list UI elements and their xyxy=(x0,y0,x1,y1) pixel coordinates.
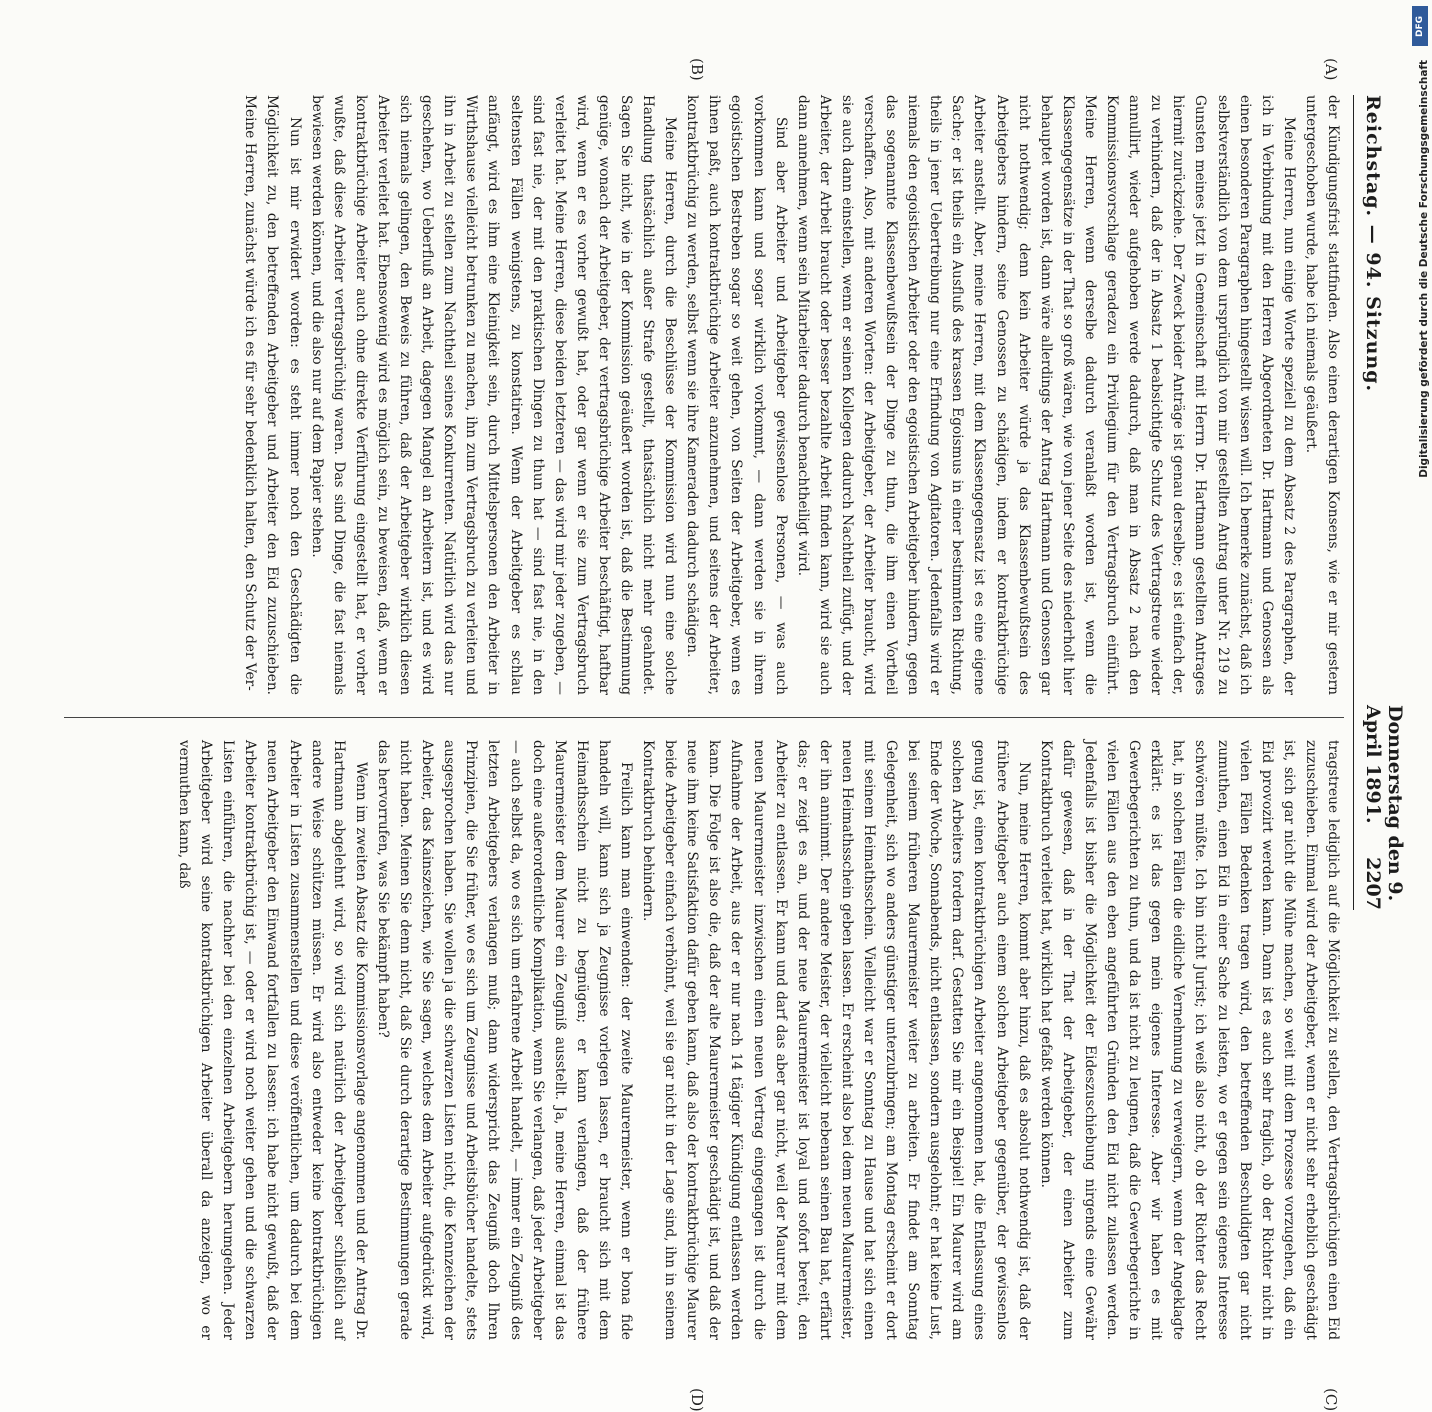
paragraph: Nun ist mir erwidert worden: es steht immer noch den Geschädigten die Möglichkeit zu, den betreffenden Arbeitgeber und Arbeiter den Eid zuzuschieben. Meine Herren, zunächst würde ich es für sehr bedenklich halten, den Schutz der Ver- xyxy=(242,95,303,695)
page-header xyxy=(1353,95,1406,910)
paragraph: Meine Herren, nun einige Worte speziell zu dem Absatz 2 des Paragraphen, der ich in Verbindung mit den Herren Abgeordneten Dr. Hartmann und Genossen als einen besonderen Paragraphen hingestellt wissen will. Ich bemerke zunächst, daß ich selbstverständlich von dem ursprünglich von mir gestellten Antrag unter Nr. 219 zu Gunsten meines jetzt in Gemeinschaft mit Herrn Dr. Hartmann gestellten Antrages hiermit zurückziehe. Der Zweck beider Anträge ist genau derselbe; es ist einfach der, zu verhindern, daß der in Absatz 1 beabsichtigte Schutz des Vertragstreue wieder annullirt, wieder aufgehoben werde dadurch, daß man in Absatz 2 nach den Kommissionsvorschlage geradezu ein Privilegium für den Vertragsbruch einführt. Meine Herren, wenn derselbe dadurch veranlaßt worden ist, wenn die Klassengegensätze in der That so groß wären, wie von jener Seite des niederholt hier behauptet worden ist, dann wäre allerdings der Antrag Hartmann und Genossen gar nicht nothwendig; denn kein Arbeiter würde ja das Klassenbewußtsein des Arbeitgebers hindern, seine Genossen zu schädigen, indem er kontraktbrüchige Arbeiter anstellt. Aber, meine Herren, mit dem Klassengegensatz ist es eine eigene Sache; er ist theils ein Ausfluß des krassen Egoismus in einer bestimmten Richtung, theils in jener Uebertreibung nur eine Erfindung von Agitatoren. Jedenfalls wird er niemals den egoistischen Arbeiter oder den egoistischen Arbeitgeber hindern, gegen das sogenannte Klassenbewußtsein der Dinge zu thun, die ihm einen Vortheil verschaffen. Also, mit anderen Worten: der Arbeitgeber, der Arbeiter braucht, wird sie auch dann einstellen, wenn er seinen Kollegen dadurch Nachtheil zufügt, und der Arbeiter, der Arbeit braucht oder besser bezahlte Arbeit finden kann, wird sie auch dann annehmen, wenn sein Mitarbeiter dadurch benachtheiligt wird. xyxy=(794,95,1297,695)
paragraph: Freilich kann man einwenden: der zweite Maurermeister, wenn er bona fide handeln will, kann sich ja Zeugnisse vorlegen lassen, er braucht sich mit dem Heimathsschein nicht zu begnügen; er kann verlangen, daß der frühere Maurermeister dem Maurer ein Zeugniß ausstellt. Ja, meine Herren, einmal ist das doch eine außerordentliche Komplikation, wenn Sie verlangen, daß jeder Arbeitgeber — auch selbst da, wo es sich um erfahrene Arbeit handelt, — immer ein Zeugniß des letzten Arbeitgebers verlangen muß; dann widerspricht das Zeugniß doch Ihren Prinzipien, die Sie früher, wo es sich um Zeugnisse und Arbeitsbücher handelte, stets ausgesprochen haben. Sie wollen ja die schwarzen Listen nicht, die Kennzeichen der Arbeiter, das Kainszeichen, wie Sie sagen, welches dem Arbeiter aufgedrückt wird, nicht haben. Meinen Sie denn nicht, daß Sie durch derartige Bestimmungen gerade das hervorrufen, was Sie bekämpft haben? xyxy=(374,740,634,1340)
paragraph: tragstreue lediglich auf die Möglichkeit zu stellen, den Vertragsbrüchigen einen Eid zuzuschieben. Einmal wird der Arbeitgeber, wenn er nicht sehr erheblich geschädigt ist, sich gar nicht die Mühe machen, so weit mit dem Prozesse vorzugehen, daß ein Eid provozirt werden kann. Dann ist es auch sehr fraglich, ob der Richter nicht in vielen Fällen Bedenken tragen wird, den betreffenden Beschuldigten gar nicht zumuthen, einen Eid in einer Sache zu leisten, wo er gegen sein eigenes Interesse schwören müßte. Ich bin nicht Jurist; ich weiß also nicht, ob der Richter das Recht hat, in solchen Fällen die eidliche Vernehmung zu verweigern, wenn der Angeklagte erklärt: es ist das gegen mein eigenes Interesse. Aber wir haben es mit Gewerbegerichten zu thun, und da ist nicht zu leugnen, daß die Gewerbegerichte in vielen Fällen aus den eben angeführten Gründen den Eid nicht zulassen werden. Jedenfalls ist bisher die Möglichkeit der Eideszuschiebung nirgends eine Gewähr dafür gewesen, daß in der That der Arbeitgeber, der einen Arbeiter zum Kontraktbruch verleitet hat, wirklich hat gefaßt werden können. xyxy=(1037,740,1341,1340)
right-column xyxy=(173,740,1344,1340)
header-date: Donnerstag den 9. April 1891. xyxy=(1362,705,1406,902)
paragraph: Wenn im zweiten Absatz die Kommissionsvorlage angenommen und der Antrag Dr. Hartmann abgelehnt wird, so wird sich natürlich der Arbeitgeber schließlich auf andere Weise schützen müssen. Er wird also entweder keine kontraktbrüchigen Arbeiter in Listen zusammenstellen und diese veröffentlichen, um dadurch bei dem neuen Arbeitgeber den Einwand fortfallen zu lassen: ich habe nicht gewußt, daß der Arbeiter kontraktbrüchig ist, — oder er wird noch weiter gehen und die schwarzen Listen einführen, die nachher bei den einzelnen Arbeitgebern herumgehen. Jeder Arbeitgeber wird seine kontraktbrüchigen Arbeiter überall da anzeigen, wo er vermuthen kann, daß xyxy=(176,740,369,1340)
paragraph: Nun, meine Herren, kommt aber hinzu, daß es absolut nothwendig ist, daß der frühere Arbeitgeber auch einem solchen Arbeitgeber gegenüber, der gewissenlos genug ist, einen kontraktbrüchigen Arbeiter angenommen hat, die Entlassung eines solchen Arbeiters fordern darf. Gestatten Sie mir ein Beispiel! Ein Maurer wird am Ende der Woche, Sonnabends, nicht entlassen, sondern ausgelohnt; er hat keine Lust, bei seinem früheren Maurermeister weiter zu arbeiten. Er findet am Sonntag Gelegenheit, sich wo anders günstiger unterzubringen; am Montag erscheint er dort mit seinem Heimathsschein. Vielleicht war er Sonntag zu Hause und hat sich einen neuen Heimathsschein geben lassen. Er erscheint also bei dem neuen Maurermeister, der ihn annimmt. Der andere Meister, der vielleicht nebenan seinen Bau hat, erfährt das; er zeigt es an, und der neue Maurermeister ist loyal und sofort bereit, den Arbeiter zu entlassen. Er kann und darf das aber gar nicht, weil der Maurer mit dem neuen Maurermeister inzwischen einen neuen Vertrag eingegangen ist durch die Aufnahme der Arbeit, aus der er nur nach 14 tägiger Kündigung entlassen werden kann. Die Folge ist also die, daß der alte Maurermeister geschädigt ist, und daß der neue ihm keine Satisfaktion dafür geben kann, daß also der kontraktbrüchige Maurer beide Arbeitgeber einfach verhöhnt, weil sie gar nicht in der Lage sind, ihn in seinem Kontraktbruch behindern. xyxy=(640,740,1032,1340)
margin-marker-a: (A) xyxy=(1322,58,1340,81)
dfg-logo: DFG xyxy=(1412,6,1428,46)
paragraph: der Kündigungsfrist stattfinden. Also einen derartigen Konsens, wie er mir gestern untergeschoben wurde, habe ich niemals geäußert. xyxy=(1302,95,1341,695)
paragraph: Sind aber Arbeiter und Arbeitgeber gewissenlose Personen, — was auch vorkommen kann und sogar wirklich vorkommt, — dann werden sie in ihrem egoistischen Bestreben sogar so weit gehen, von Seiten der Arbeitgeber, wenn es ihnen paßt, auch kontraktbrüchige Arbeiter anzunehmen, und seitens der Arbeiter, kontraktbrüchig zu werden, selbst wenn sie ihre Kameraden dadurch schädigen. xyxy=(684,95,789,695)
digitization-credit: Digitalisierung gefördert durch die Deutsche Forschungsgemeinschaft xyxy=(1418,60,1430,478)
column-divider xyxy=(64,717,1344,718)
left-column xyxy=(239,95,1344,695)
paragraph: Meine Herren, durch die Beschlüsse der Kommission wird nun eine solche Handlung thatsächlich außer Strafe gestellt, thatsächlich nicht mehr geahndet. Sagen Sie nicht, wie in der Kommission geäußert worden ist, daß die Bestimmung genüge, wonach der Arbeitgeber, der vertragsbrüchige Arbeiter beschäftigt, haftbar wird, wenn er es vorher gewußt hat, oder gar wenn er sie zum Vertragsbruch verleitet hat. Meine Herren, diese beiden letzteren — das wird mir jeder zugeben, — sind fast nie, der mit den praktischen Dingen zu thun hat — sind fast nie, in den seltensten Fällen wenigstens, zu konstatiren. Wenn der Arbeitgeber es schlau anfängt, wird es ihm eine Kleinigkeit sein, durch Mittelspersonen den Arbeiter in Wirthshause vielleicht betrunken zu machen, ihn zum Vertragsbruch zu verleiten und ihn in Arbeit zu stellen zum Nachtheil seines Konkurrenten. Natürlich wird das nur geschehen, wo Ueberfluß an Arbeit, dagegen Mangel an Arbeitern ist, und es wird sich niemals gelingen, den Beweis zu führen, daß der Arbeitgeber wirklich diesen Arbeiter verleitet hat. Ebensowenig wird es möglich sein, zu beweisen, daß, wenn er kontraktbrüchige Arbeiter auch ohne direkte Verführung eingestellt hat, er vorher wußte, daß diese Arbeiter vertragsbrüchig waren. Das sind Dinge, die fast niemals bewiesen werden können, und die also nur auf dem Papier stehen. xyxy=(308,95,679,695)
margin-marker-b: (B) xyxy=(688,58,706,81)
header-session: Reichstag. — 94. Sitzung. xyxy=(1362,95,1384,393)
margin-marker-d: (D) xyxy=(688,1388,706,1412)
margin-marker-c: (C) xyxy=(1322,1388,1340,1412)
page-number: 2207 xyxy=(1362,857,1384,910)
rotated-page-content xyxy=(26,40,1406,1412)
